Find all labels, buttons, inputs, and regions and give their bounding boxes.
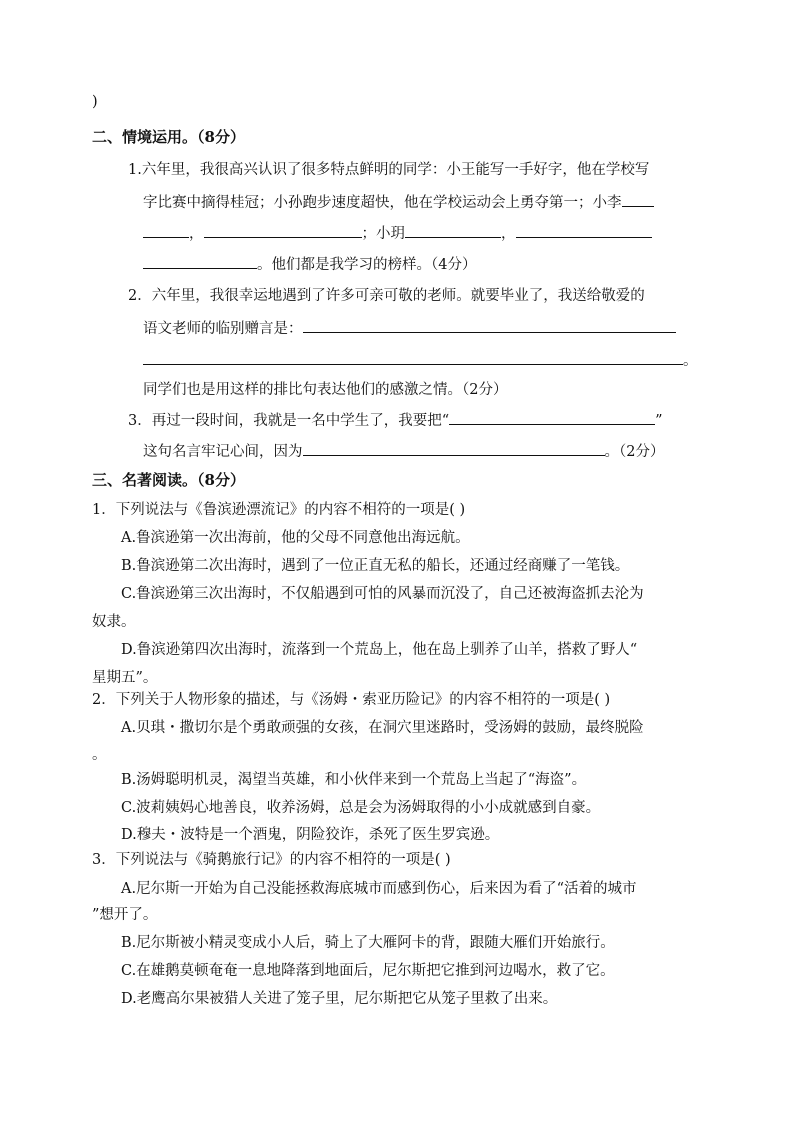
answer-blank[interactable] xyxy=(449,409,655,425)
s2-q1-line4 xyxy=(143,253,476,275)
s3-q2-stem: 2．下列关于人物形象的描述，与《汤姆・索亚历险记》的内容不相符的一项是( ) xyxy=(92,692,611,708)
s3-q1-stem: 1．下列说法与《鲁滨逊漂流记》的内容不相符的一项是( ) xyxy=(92,502,466,518)
s3-q1-option-d-cont: 星期五”。 xyxy=(92,670,158,686)
section-2-heading: 二、情境运用。（8分） xyxy=(92,128,245,146)
s3-q1-option-a: A.鲁滨逊第一次出海前，他的父母不同意他出海远航。 xyxy=(121,530,470,546)
comma: ， xyxy=(189,226,204,242)
answer-blank[interactable] xyxy=(622,191,654,207)
s2-q3-score: 。（2分） xyxy=(604,444,665,460)
answer-blank[interactable] xyxy=(204,222,362,238)
s2-q1-line1: 1.六年里，我很高兴认识了很多特点鲜明的同学：小王能写一手好字，他在学校写 xyxy=(128,162,650,178)
s2-q1-line4-text: 。他们都是我学习的榜样。（4分） xyxy=(257,257,477,273)
semicolon: ； xyxy=(361,226,376,242)
s2-q3-line1-text: 3．再过一段时间，我就是一名中学生了，我要把“ xyxy=(128,413,450,429)
s2-q1-line3 xyxy=(143,222,652,244)
s2-q2-line1: 2．六年里，我很幸运地遇到了许多可亲可敬的老师。就要毕业了，我送给敬爱的 xyxy=(128,288,645,304)
close-quote: ” xyxy=(655,413,663,429)
answer-blank[interactable] xyxy=(143,222,189,238)
s3-q2-option-b: B.汤姆聪明机灵，渴望当英雄，和小伙伴来到一个荒岛上当起了“海盗”。 xyxy=(121,772,587,788)
s3-q3-option-b: B.尼尔斯被小精灵变成小人后，骑上了大雁阿卡的背，跟随大雁们开始旅行。 xyxy=(121,935,615,951)
s2-q2-line2-text: 语文老师的临别赠言是： xyxy=(143,321,303,337)
s3-q3-option-a-cont: ”想开了。 xyxy=(92,907,158,923)
s2-q2-line2 xyxy=(143,317,676,339)
answer-blank[interactable] xyxy=(405,222,501,238)
s2-q2-line4: 同学们也是用这样的排比句表达他们的感激之情。（2分） xyxy=(143,382,508,398)
period: 。 xyxy=(683,353,698,369)
section-3-heading: 三、名著阅读。（8分） xyxy=(92,471,245,489)
answer-blank[interactable] xyxy=(516,222,652,238)
s3-q2-option-a-cont: 。 xyxy=(92,747,107,763)
answer-blank[interactable] xyxy=(143,349,683,365)
s3-q2-option-c: C.波莉姨妈心地善良，收养汤姆，总是会为汤姆取得的小小成就感到自豪。 xyxy=(121,800,601,816)
closing-paren: ) xyxy=(92,94,98,110)
s3-q1-option-d: D.鲁滨逊第四次出海时，流落到一个荒岛上，他在岛上驯养了山羊，搭救了野人“ xyxy=(121,642,638,658)
s2-q3-line2 xyxy=(143,440,664,462)
s2-q1-line2-text: 字比赛中摘得桂冠；小孙跑步速度超快，他在学校运动会上勇夺第一；小李 xyxy=(143,195,622,211)
s3-q1-option-b: B.鲁滨逊第二次出海时，遇到了一位正直无私的船长，还通过经商赚了一笔钱。 xyxy=(121,558,630,574)
s3-q2-option-a: A.贝琪・撒切尔是个勇敢顽强的女孩，在洞穴里迷路时，受汤姆的鼓励，最终脱险 xyxy=(121,720,644,736)
s3-q2-option-d: D.穆夫・波特是一个酒鬼，阴险狡诈，杀死了医生罗宾逊。 xyxy=(121,827,500,843)
s3-q3-option-a: A.尼尔斯一开始为自己没能拯救海底城市而感到伤心，后来因为看了“活着的城市 xyxy=(121,881,637,897)
answer-blank[interactable] xyxy=(143,253,257,269)
s3-q1-option-c: C.鲁滨逊第三次出海时，不仅船遇到可怕的风暴而沉没了，自己还被海盗抓去沦为 xyxy=(121,586,644,602)
s2-q1-line2 xyxy=(143,191,654,213)
s3-q3-option-d: D.老鹰高尔果被猎人关进了笼子里，尼尔斯把它从笼子里救了出来。 xyxy=(121,991,558,1007)
xiaoyue-label: 小玥 xyxy=(376,226,405,242)
s3-q3-stem: 3．下列说法与《骑鹅旅行记》的内容不相符的一项是( ) xyxy=(92,852,451,868)
answer-blank[interactable] xyxy=(303,317,676,333)
answer-blank[interactable] xyxy=(303,440,605,456)
s2-q2-line3 xyxy=(143,349,698,371)
s2-q3-line1 xyxy=(128,409,663,431)
s3-q3-option-c: C.在雄鹅莫顿奄奄一息地降落到地面后，尼尔斯把它推到河边喝水，救了它。 xyxy=(121,963,615,979)
s2-q3-line2-text: 这句名言牢记心间，因为 xyxy=(143,444,303,460)
s3-q1-option-c-cont: 奴隶。 xyxy=(92,614,136,630)
comma: ， xyxy=(501,226,516,242)
